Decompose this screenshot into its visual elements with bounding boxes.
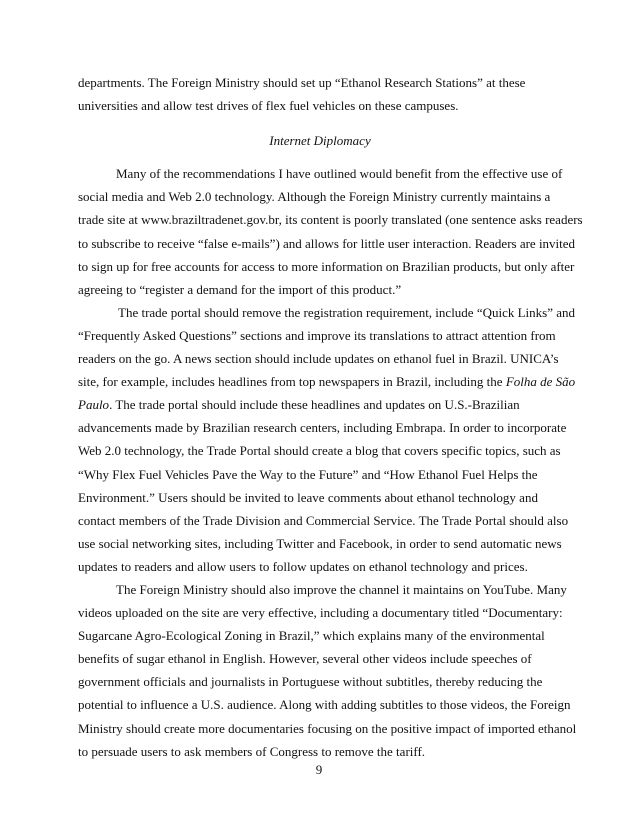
body-text-line: to sign up for free accounts for access to more information on Brazilian products, but only after bbox=[78, 258, 575, 274]
body-text-line: readers on the go. A news section should include updates on ethanol fuel in Brazil. UNICA’s bbox=[78, 351, 559, 367]
newspaper-title: Paulo bbox=[78, 397, 110, 413]
body-text-line: advancements made by Brazilian research centers, including Embrapa. In order to incorporate bbox=[78, 420, 567, 436]
body-text-line: potential to influence a U.S. audience. Along with adding subtitles to those videos, the Foreign bbox=[78, 697, 571, 713]
body-text-segment: site, for example, includes headlines from top newspapers in Brazil, including the bbox=[78, 374, 506, 390]
body-text-line: social media and Web 2.0 technology. Although the Foreign Ministry currently maintains a bbox=[78, 189, 551, 205]
body-text-line: “Frequently Asked Questions” sections and improve its translations to attract attention from bbox=[78, 327, 556, 343]
body-text-line: videos uploaded on the site are very effective, including a documentary titled “Documentary: bbox=[78, 605, 563, 621]
body-text-line: trade site at www.braziltradenet.gov.br, its content is poorly translated (one sentence asks readers bbox=[78, 212, 583, 228]
body-text-line: contact members of the Trade Division and Commercial Service. The Trade Portal should also bbox=[78, 512, 569, 528]
paragraph-first-line: Many of the recommendations I have outlined would benefit from the effective use of bbox=[116, 166, 563, 182]
body-text-line: departments. The Foreign Ministry should set up “Ethanol Research Stations” at these bbox=[78, 75, 526, 90]
body-text-line: use social networking sites, including Twitter and Facebook, in order to send automatic news bbox=[78, 535, 562, 551]
paragraph-first-line: The Foreign Ministry should also improve the channel it maintains on YouTube. Many bbox=[116, 581, 567, 597]
body-text-line bbox=[78, 370, 576, 393]
paragraph-first-line: The trade portal should remove the registration requirement, include “Quick Links” and bbox=[118, 304, 576, 320]
body-text-line: “Why Flex Fuel Vehicles Pave the Way to the Future” and “How Ethanol Fuel Helps the bbox=[78, 466, 538, 482]
body-text-segment: . The trade portal should include these headlines and updates on U.S.-Brazilian bbox=[109, 397, 520, 413]
body-text-line: updates to readers and allow users to follow updates on ethanol technology and prices. bbox=[78, 558, 528, 574]
body-text-line: Web 2.0 technology, the Trade Portal should create a blog that covers specific topics, such as bbox=[78, 443, 561, 459]
body-text-line: Environment.” Users should be invited to leave comments about ethanol technology and bbox=[78, 489, 538, 505]
body-text-line: universities and allow test drives of flex fuel vehicles on these campuses. bbox=[78, 98, 459, 114]
newspaper-title: Folha de São bbox=[505, 374, 576, 390]
page-number: 9 bbox=[315, 762, 323, 777]
body-text-line: to persuade users to ask members of Congress to remove the tariff. bbox=[78, 743, 426, 759]
body-text-line: benefits of sugar ethanol in English. However, several other videos include speeches of bbox=[78, 651, 532, 667]
body-text-line: Sugarcane Agro-Ecological Zoning in Brazil,” which explains many of the environmental bbox=[78, 628, 545, 644]
section-heading: Internet Diplomacy bbox=[269, 133, 371, 149]
body-text-line: Ministry should create more documentaries focusing on the positive impact of imported ethanol bbox=[78, 720, 577, 736]
body-text-line: government officials and journalists in Portuguese without subtitles, thereby reducing the bbox=[78, 674, 543, 690]
body-text-line: agreeing to “register a demand for the import of this product.” bbox=[78, 281, 402, 297]
body-text-line: to subscribe to receive “false e-mails”) and allows for little user interaction. Readers are invited bbox=[78, 235, 576, 251]
body-text-line bbox=[78, 393, 562, 416]
